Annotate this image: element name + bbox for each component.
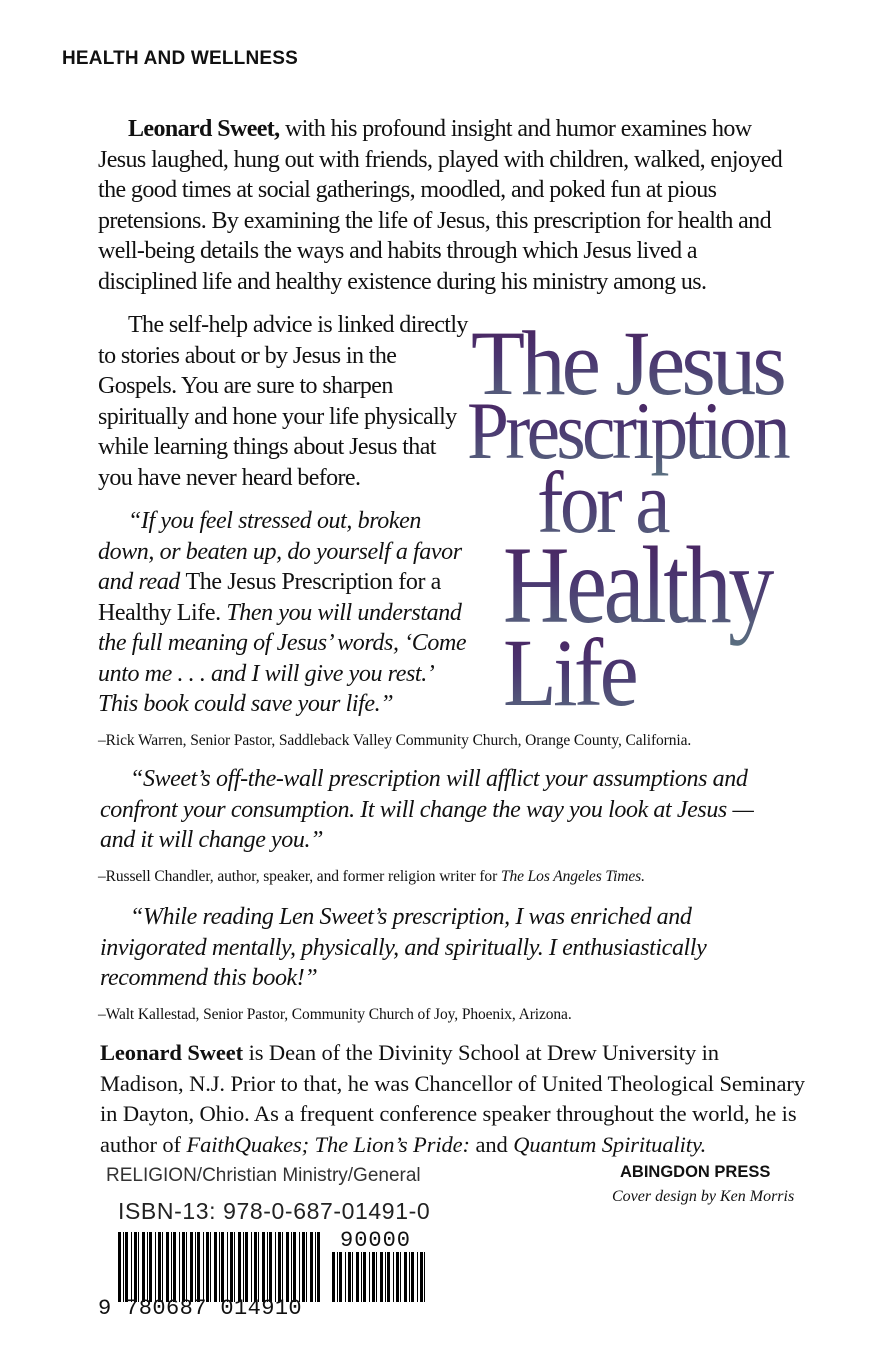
barcode-bar <box>282 1232 283 1302</box>
author-bio <box>100 1038 805 1160</box>
barcode-bar <box>337 1252 338 1302</box>
barcode-bar <box>125 1232 128 1302</box>
barcode-bar <box>219 1232 220 1302</box>
barcode-bar <box>396 1252 399 1302</box>
barcode-digits: 9 780687 014910 <box>98 1296 303 1321</box>
barcode-bar <box>345 1252 346 1302</box>
barcode-bar <box>118 1232 121 1302</box>
category-label: HEALTH AND WELLNESS <box>62 48 299 69</box>
barcode-bar <box>210 1232 211 1302</box>
barcode-bar <box>424 1252 425 1302</box>
endorsement-2-quote-text: “Sweet’s off-the-wall prescription will afflict your assumptions and confront your consumption. It will change the way you look at Jesus — and it will change you.” <box>100 766 754 853</box>
barcode-bar <box>411 1252 414 1302</box>
endorsement-1-book-title: The Jesus Prescription for a Healthy Life. <box>98 569 441 626</box>
barcode-bar <box>356 1252 359 1302</box>
bio-book-1: FaithQuakes; <box>186 1131 310 1157</box>
book-title-graphic <box>455 300 795 720</box>
barcode-bar <box>142 1232 145 1302</box>
barcode-bar <box>190 1232 193 1302</box>
isbn-label: ISBN-13: 978-0-687-01491-0 <box>118 1198 431 1224</box>
barcode-bar <box>420 1252 423 1302</box>
cover-design-credit: Cover design by Ken Morris <box>612 1188 795 1205</box>
barcode-bar <box>234 1232 235 1302</box>
barcode-bar <box>238 1232 241 1302</box>
price-barcode <box>330 1252 430 1302</box>
barcode-bar <box>182 1232 185 1302</box>
endorsement-2-attribution <box>98 868 645 886</box>
bio-text: is Dean of the Divinity School at Drew University in Madison, N.J. Prior to that, he was Chancellor of United Theological Seminary in Dayton, Ohio. As a frequent conference speaker throughout the world, he is author of <box>100 1040 805 1157</box>
intro-author: Leonard Sweet, <box>128 116 280 142</box>
barcode-bar <box>332 1252 335 1302</box>
barcode-bar <box>138 1232 139 1302</box>
barcode-bar <box>286 1232 289 1302</box>
bio-book-2: The Lion’s Pride: <box>314 1131 470 1157</box>
barcode-bar <box>155 1232 156 1302</box>
bio-separator-2: and <box>469 1131 514 1157</box>
barcode-bar <box>131 1232 132 1302</box>
title-line-2: Prescription <box>467 385 790 476</box>
barcode-bar <box>385 1252 386 1302</box>
barcode-bar <box>363 1252 366 1302</box>
endorsement-1-quote-start: “If you feel stressed out, broken down, or beaten up, do yourself a favor and read <box>98 508 462 595</box>
bio-author-name: Leonard Sweet <box>100 1040 244 1065</box>
barcode-bar <box>251 1232 252 1302</box>
barcode-bar <box>171 1232 172 1302</box>
barcode-bar <box>267 1232 268 1302</box>
subject-category: RELIGION/Christian Ministry/General <box>106 1165 421 1186</box>
barcode-bar <box>214 1232 217 1302</box>
title-line-1: The Jesus <box>471 312 785 414</box>
endorsement-1-attribution: –Rick Warren, Senior Pastor, Saddleback Valley Community Church, Orange County, California. <box>98 732 692 749</box>
barcode-bar <box>173 1232 176 1302</box>
barcode-bar <box>299 1232 300 1302</box>
barcode-bar <box>134 1232 137 1302</box>
title-line-3: for a <box>537 455 670 552</box>
publisher-name: ABINGDON PRESS <box>620 1163 771 1181</box>
endorsement-3-quote-text: “While reading Len Sweet’s prescription, I was enriched and invigorated mentally, physically, and spiritually. I enthusiastically recommend this book!” <box>100 904 707 991</box>
barcode-bar <box>254 1232 257 1302</box>
barcode-bar <box>372 1252 375 1302</box>
barcode-bar <box>258 1232 259 1302</box>
barcode-bar <box>400 1252 401 1302</box>
barcode-bar <box>310 1232 313 1302</box>
endorsement-1-quote <box>98 506 470 720</box>
barcode-bar <box>369 1252 370 1302</box>
endorsement-3-quote <box>100 902 790 994</box>
barcode-bar <box>291 1232 292 1302</box>
endorsement-2-publication: The Los Angeles Times. <box>500 868 645 885</box>
barcode-bar <box>179 1232 180 1302</box>
barcode-bar <box>306 1232 307 1302</box>
barcode-bar <box>147 1232 148 1302</box>
bio-book-3: Quantum Spirituality. <box>513 1131 707 1157</box>
barcode-bar <box>417 1252 418 1302</box>
barcode-bar <box>409 1252 410 1302</box>
barcode-bar <box>376 1252 377 1302</box>
barcode-bar <box>262 1232 265 1302</box>
barcode-bar <box>339 1252 342 1302</box>
barcode-bar <box>302 1232 305 1302</box>
title-line-5: Life <box>503 619 637 720</box>
endorsement-3-attribution: –Walt Kallestad, Senior Pastor, Community Church of Joy, Phoenix, Arizona. <box>98 1006 572 1023</box>
barcode-bar <box>227 1232 228 1302</box>
barcode-bar <box>352 1252 353 1302</box>
barcode-bar <box>206 1232 209 1302</box>
barcode-bar <box>404 1252 407 1302</box>
barcode-bar <box>269 1232 272 1302</box>
barcode-bar <box>195 1232 196 1302</box>
barcode-bar <box>197 1232 200 1302</box>
barcode-bar <box>203 1232 204 1302</box>
barcode-bar <box>186 1232 187 1302</box>
barcode-bar <box>221 1232 224 1302</box>
barcode-bar <box>158 1232 161 1302</box>
intro-paragraph <box>98 114 788 297</box>
barcode-bar <box>149 1232 152 1302</box>
barcode-bar <box>245 1232 248 1302</box>
barcode-bar <box>278 1232 281 1302</box>
second-paragraph-text: The self-help advice is linked directly to stories about or by Jesus in the Gospels. You are sure to sharpen spiritually and hone your life physically while learning things about Jesus that you have never heard before. <box>98 312 468 491</box>
title-line-4: Healthy <box>503 524 775 646</box>
barcode-bar <box>387 1252 390 1302</box>
endorsement-2-attribution-text: –Russell Chandler, author, speaker, and former religion writer for <box>98 868 501 885</box>
barcode-bar <box>166 1232 169 1302</box>
intro-text: with his profound insight and humor examines how Jesus laughed, hung out with friends, played with children, walked, enjoyed the good times at social gatherings, moodled, and poked fun at pious pretensions. By examining the life of Jesus, this prescription for health and well-being details the ways and habits through which Jesus lived a disciplined life and healthy existence during his ministry among us. <box>98 116 783 295</box>
barcode-bar <box>317 1232 320 1302</box>
barcode-bar <box>393 1252 394 1302</box>
barcode-bar <box>348 1252 351 1302</box>
barcode-bar <box>380 1252 383 1302</box>
barcode-bar <box>243 1232 244 1302</box>
price-code: 90000 <box>340 1228 412 1253</box>
ean-barcode <box>116 1232 322 1302</box>
second-paragraph <box>98 310 470 493</box>
barcode-bar <box>230 1232 233 1302</box>
barcode-bar <box>275 1232 276 1302</box>
barcode-bar <box>361 1252 362 1302</box>
endorsement-2-quote <box>100 764 790 856</box>
endorsement-1-quote-end: Then you will understand the full meaning of Jesus’ words, ‘Come unto me . . . and I will give you rest.’ This book could save your life.” <box>98 599 467 717</box>
barcode-bar <box>162 1232 163 1302</box>
barcode-bar <box>293 1232 296 1302</box>
barcode-bar <box>123 1232 124 1302</box>
barcode-bar <box>315 1232 316 1302</box>
